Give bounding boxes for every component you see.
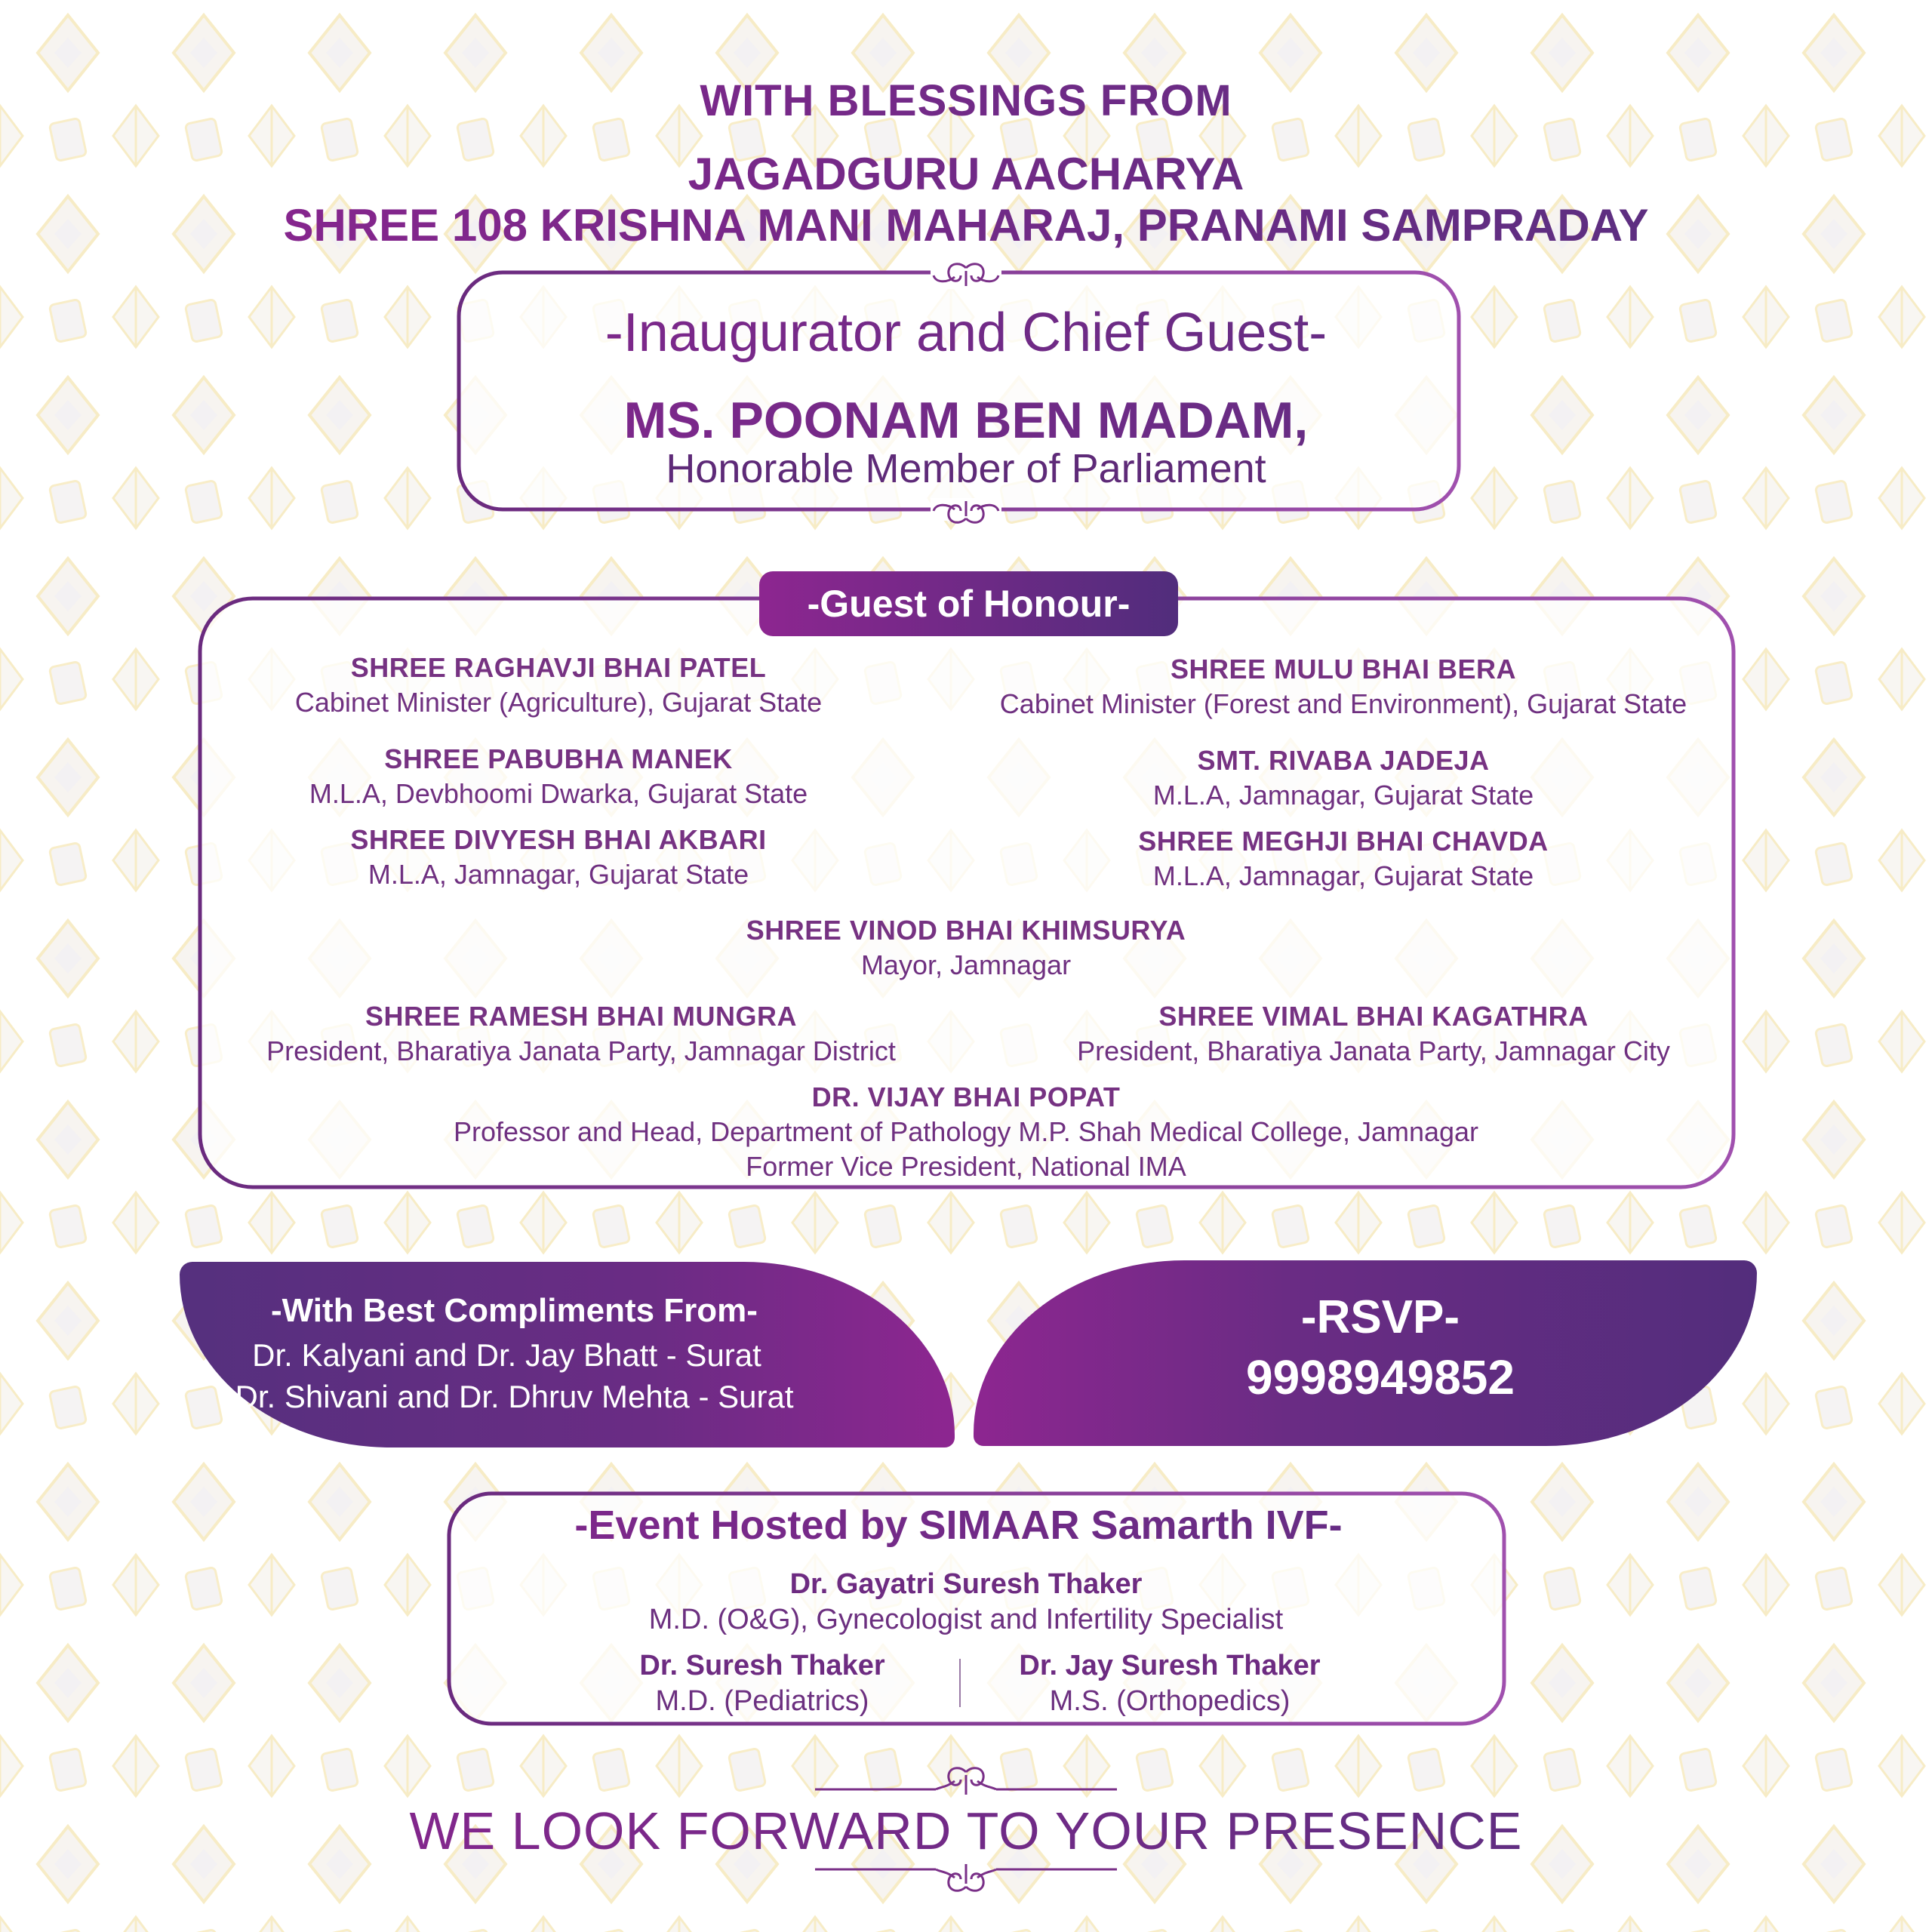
chief-guest-title: Honorable Member of Parliament bbox=[666, 446, 1266, 491]
guest-entry bbox=[0, 1081, 1932, 1183]
chief-guest-role-label: -Inaugurator and Chief Guest- bbox=[0, 302, 1932, 364]
guest-role: M.L.A, Jamnagar, Gujarat State bbox=[368, 859, 749, 890]
guest-entry bbox=[1026, 1001, 1721, 1067]
guest-entry bbox=[1026, 826, 1660, 892]
guest-entry bbox=[226, 652, 891, 718]
guest-entry bbox=[1026, 745, 1660, 811]
guest-entry bbox=[226, 824, 891, 891]
rsvp-phone[interactable]: 9998949852 bbox=[1246, 1350, 1515, 1404]
host-qualification: M.D. (O&G), Gynecologist and Infertility Specialist bbox=[648, 1604, 1284, 1635]
rsvp-panel bbox=[974, 1260, 1757, 1446]
scroll-flourish-icon bbox=[924, 260, 1008, 294]
guest-name: SHREE MULU BHAI BERA bbox=[1170, 654, 1516, 685]
guest-role: M.L.A, Devbhoomi Dwarka, Gujarat State bbox=[309, 778, 808, 809]
guest-name: SHREE DIVYESH BHAI AKBARI bbox=[350, 824, 767, 855]
host-name: Dr. Gayatri Suresh Thaker bbox=[789, 1568, 1143, 1600]
guest-name: SHREE VIMAL BHAI KAGATHRA bbox=[1158, 1001, 1589, 1032]
scroll-flourish-divider-icon bbox=[800, 1857, 1132, 1894]
guest-name: SHREE RAGHAVJI BHAI PATEL bbox=[350, 652, 767, 683]
guest-role: M.L.A, Jamnagar, Gujarat State bbox=[1152, 780, 1534, 811]
guest-name: SMT. RIVABA JADEJA bbox=[1197, 745, 1490, 776]
guest-role: President, Bharatiya Janata Party, Jamnagar City bbox=[1077, 1035, 1670, 1066]
rsvp-label: -RSVP- bbox=[1300, 1291, 1460, 1343]
guest-of-honour-label: -Guest of Honour- bbox=[759, 571, 1178, 636]
host-entry bbox=[981, 1650, 1358, 1718]
guest-role: Cabinet Minister (Forest and Environment), Gujarat State bbox=[999, 688, 1687, 719]
host-entry bbox=[0, 1568, 1932, 1636]
guru-title-line-2: SHREE 108 KRISHNA MANI MAHARAJ, PRANAMI SAMPRADAY bbox=[0, 199, 1932, 251]
guest-name: SHREE RAMESH BHAI MUNGRA bbox=[365, 1001, 798, 1032]
guest-role: Professor and Head, Department of Pathology M.P. Shah Medical College, Jamnagar bbox=[453, 1116, 1479, 1147]
blessings-heading: WITH BLESSINGS FROM bbox=[0, 75, 1932, 126]
guest-entry bbox=[226, 743, 891, 810]
host-qualification: M.D. (Pediatrics) bbox=[655, 1685, 869, 1717]
compliments-panel bbox=[180, 1262, 955, 1447]
guest-entry bbox=[0, 915, 1932, 981]
event-host-label: -Event Hosted by SIMAAR Samarth IVF- bbox=[0, 1502, 1924, 1549]
closing-message: WE LOOK FORWARD TO YOUR PRESENCE bbox=[0, 1801, 1932, 1861]
compliments-line: Dr. Shivani and Dr. Dhruv Mehta - Surat bbox=[235, 1379, 794, 1414]
guru-title-line-1: JAGADGURU AACHARYA bbox=[0, 148, 1932, 200]
guest-role: M.L.A, Jamnagar, Gujarat State bbox=[1152, 860, 1534, 891]
host-entry bbox=[589, 1650, 936, 1718]
guest-name: SHREE VINOD BHAI KHIMSURYA bbox=[746, 915, 1186, 946]
scroll-flourish-icon bbox=[924, 492, 1008, 526]
guest-role: Mayor, Jamnagar bbox=[860, 949, 1072, 980]
guest-entry bbox=[951, 654, 1736, 720]
scroll-flourish-divider-icon bbox=[800, 1764, 1132, 1802]
guest-entry bbox=[219, 1001, 943, 1067]
guest-name: SHREE MEGHJI BHAI CHAVDA bbox=[1138, 826, 1549, 857]
chief-guest-name: MS. POONAM BEN MADAM, bbox=[0, 391, 1932, 450]
guest-role: Former Vice President, National IMA bbox=[746, 1151, 1186, 1182]
host-name: Dr. Jay Suresh Thaker bbox=[1019, 1650, 1321, 1681]
guest-name: DR. VIJAY BHAI POPAT bbox=[811, 1081, 1121, 1112]
host-qualification: M.S. (Orthopedics) bbox=[1049, 1685, 1291, 1717]
guest-role: Cabinet Minister (Agriculture), Gujarat State bbox=[294, 687, 823, 718]
guest-name: SHREE PABUBHA MANEK bbox=[384, 743, 733, 774]
host-name: Dr. Suresh Thaker bbox=[639, 1650, 885, 1681]
host-divider bbox=[959, 1659, 961, 1707]
compliments-line: Dr. Kalyani and Dr. Jay Bhatt - Surat bbox=[252, 1337, 761, 1373]
guest-role: President, Bharatiya Janata Party, Jamnagar District bbox=[266, 1035, 896, 1066]
compliments-label: -With Best Compliments From- bbox=[271, 1292, 758, 1329]
